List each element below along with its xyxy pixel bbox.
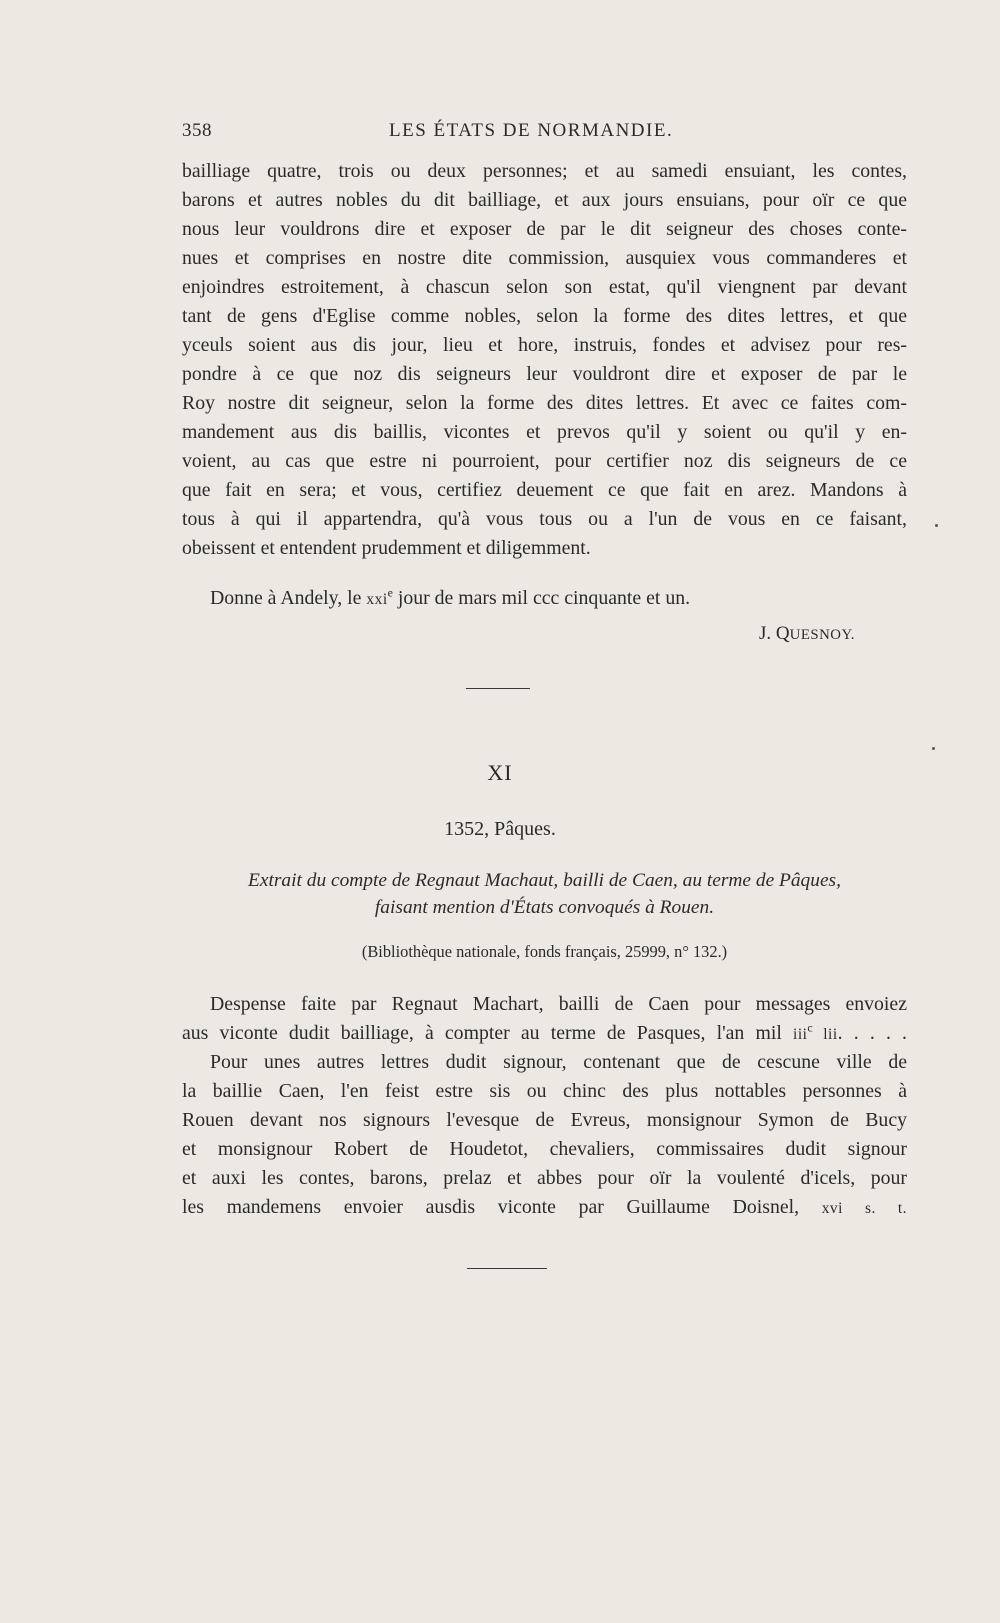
text-line: nues et comprises en nostre dite commission, ausquiex vous commanderes et — [182, 247, 907, 269]
running-title: LES ÉTATS DE NORMANDIE. — [389, 120, 674, 141]
text-line: que fait en sera; et vous, certifiez deuement ce que fait en arez. Mandons à — [182, 479, 907, 501]
page-number: 358 — [182, 120, 212, 141]
section-caption: faisant mention d'États convoqués à Rouen. — [374, 897, 715, 918]
text-line: voient, au cas que estre ni pourroient, pour certifier noz dis seigneurs de ce — [182, 450, 907, 472]
day-numeral: xxi — [366, 591, 388, 608]
text-line: Roy nostre dit seigneur, selon la forme des dites lettres. Et avec ce faites com- — [182, 392, 907, 414]
ink-speck — [932, 747, 935, 750]
section-date: 1352, Pâques. — [444, 818, 556, 840]
section-number: XI — [487, 760, 513, 785]
running-head — [182, 120, 708, 144]
text-line: tous à qui il appartendra, qu'à vous tous ou a l'un de vous en ce faisant, — [182, 508, 907, 530]
text-line: pondre à ce que noz dis seigneurs leur vouldront dire et exposer de par le — [182, 363, 907, 385]
text-line: tant de gens d'Eglise comme nobles, selon la forme des dites lettres, et que — [182, 305, 907, 327]
text-line: mandement aus dis baillis, vicontes et prevos qu'il y soient ou qu'il y en- — [182, 421, 907, 443]
text-line: et auxi les contes, barons, prelaz et abbes pour oïr la voulenté d'icels, pour — [182, 1167, 907, 1189]
text-line: nous leur vouldrons dire et exposer de par le dit seigneur des choses conte- — [182, 218, 907, 240]
source-reference: (Bibliothèque nationale, fonds français, 25999, n° 132.) — [361, 942, 728, 961]
text-line: bailliage quatre, trois ou deux personnes; et au samedi ensuiant, les contes, — [182, 160, 907, 182]
text-line: enjoindres estroitement, à chascun selon son estat, qu'il viengnent par devant — [182, 276, 907, 298]
section-caption: Extrait du compte de Regnaut Machaut, bailli de Caen, au terme de Pâques, — [248, 870, 841, 891]
section-divider — [466, 688, 530, 689]
text-line: les mandemens envoier ausdis viconte par Guillaume Doisnel, xvi s. t. — [182, 1196, 908, 1218]
ink-speck — [935, 524, 938, 527]
text-line: barons et autres nobles du dit bailliage, et aux jours ensuians, pour oïr ce que — [182, 189, 907, 211]
text-line: Rouen devant nos signours l'evesque de Evreus, monsignour Symon de Bucy — [182, 1109, 907, 1131]
text-line: Pour unes autres lettres dudit signour, contenant que de cescune ville de — [210, 1051, 907, 1073]
dating-line: Donne à Andely, le xxi$^e$ jour de mars mil ccc cinquante et un. — [210, 585, 691, 609]
text-line: la baillie Caen, l'en feist estre sis ou chinc des plus nottables personnes à — [182, 1080, 907, 1102]
text-line: Despense faite par Regnaut Machart, bailli de Caen pour messages envoiez — [210, 993, 907, 1015]
text-line: obeissent et entendent prudemment et diligemment. — [182, 537, 591, 559]
text-line: aus viconte dudit bailliage, à compter au terme de Pasques, l'an mil iii$^c$ lii. . . . . — [182, 1020, 908, 1044]
text-line: yceuls soient aus dis jour, lieu et hore, instruis, fondes et advisez pour res- — [182, 334, 907, 356]
signature: J. QUESNOY. — [759, 623, 855, 644]
end-divider — [467, 1268, 547, 1269]
text-line: et monsignour Robert de Houdetot, chevaliers, commissaires dudit signour — [182, 1138, 907, 1160]
